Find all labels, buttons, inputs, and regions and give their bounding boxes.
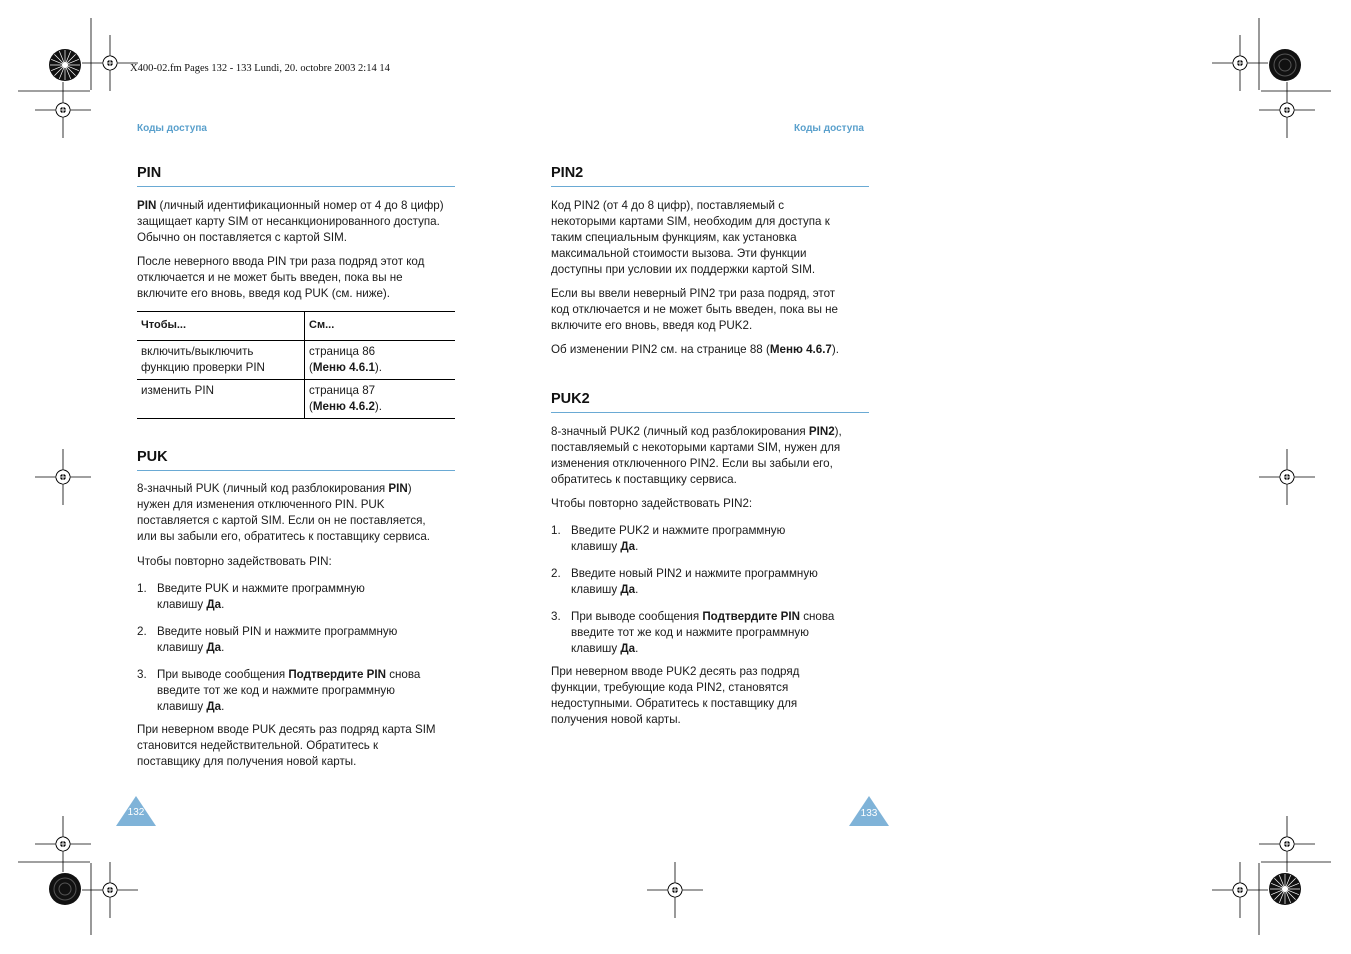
- section-rule: [551, 186, 869, 187]
- paragraph: Если вы ввели неверный PIN2 три раза подряд, этот код отключается и не может быть введен, пока вы не включите его вновь, введя код PUK2.: [551, 287, 838, 332]
- table-cell: страница 86 (Меню 4.6.1).: [309, 345, 382, 374]
- list-item: 2. Введите новый PIN и нажмите программную клавишу Да.: [137, 625, 398, 654]
- list-item: 1. Введите PUK2 и нажмите программную клавишу Да.: [551, 524, 786, 553]
- list-item: 3. При выводе сообщения Подтвердите PIN снова введите тот же код и нажмите программную клавишу Да.: [551, 610, 835, 655]
- table-cell: включить/выключить функцию проверки PIN: [137, 341, 305, 380]
- steps-list: [551, 523, 881, 657]
- running-header-left: Коды доступа: [137, 123, 207, 134]
- table-header-row: [137, 312, 455, 341]
- paragraph: PIN (личный идентификационный номер от 4 до 8 цифр) защищает карту SIM от несанкционированного доступа. Обычно он поставляется с картой SIM.: [137, 199, 444, 244]
- pin2-content: [551, 198, 881, 358]
- list-item: 2. Введите новый PIN2 и нажмите программную клавишу Да.: [551, 567, 818, 596]
- table-row: [137, 341, 455, 380]
- steps-list: [137, 581, 467, 715]
- pin-description: [137, 198, 467, 302]
- section-title-puk: PUK: [137, 449, 168, 465]
- section-rule: [551, 412, 869, 413]
- paragraph: 8-значный PUK2 (личный код разблокирования PIN2), поставляемый с некоторыми картами SIM, нужен для изменения отключенного PIN2. Если вы забыли его, обратитесь к поставщику сервиса.: [551, 425, 842, 486]
- paragraph: Чтобы повторно задействовать PIN2:: [551, 497, 753, 510]
- paragraph: При неверном вводе PUK2 десять раз подряд функции, требующие кода PIN2, становятся недоступными. Обратитесь к поставщику для получения новой карты.: [551, 665, 800, 726]
- page-number: 132: [127, 807, 145, 818]
- pin-reference-table: [137, 311, 455, 419]
- table-row: [137, 380, 455, 419]
- section-title-pin2: PIN2: [551, 165, 584, 181]
- paragraph: Код PIN2 (от 4 до 8 цифр), поставляемый с некоторыми картами SIM, необходим для доступа к таким специальным функциям, как установка максимальной стоимости вызова. Эти функции доступны при условии их поддержки картой SIM.: [551, 199, 830, 276]
- list-item: 1. Введите PUK и нажмите программную клавишу Да.: [137, 582, 365, 611]
- section-rule: [137, 186, 455, 187]
- paragraph: При неверном вводе PUK десять раз подряд карта SIM становится недействительной. Обратитесь к поставщику для получения новой карты.: [137, 723, 436, 768]
- paragraph: Об изменении PIN2 см. на странице 88 (Меню 4.6.7).: [551, 343, 839, 356]
- section-rule: [137, 470, 455, 471]
- file-info: X400-02.fm Pages 132 - 133 Lundi, 20. octobre 2003 2:14 14: [130, 63, 390, 74]
- table-header-cell: См...: [309, 319, 335, 331]
- paragraph: Чтобы повторно задействовать PIN:: [137, 555, 332, 568]
- table-cell: страница 87 (Меню 4.6.2).: [309, 384, 382, 413]
- paragraph: 8-значный PUK (личный код разблокирования PIN) нужен для изменения отключенного PIN. PUK поставляется с картой SIM. Если он не поставляется, или вы забыли его, обратитесь к поставщику сервиса.: [137, 482, 430, 543]
- running-header-right: Коды доступа: [794, 123, 864, 134]
- list-item: 3. При выводе сообщения Подтвердите PIN снова введите тот же код и нажмите программную клавишу Да.: [137, 668, 421, 713]
- page-number: 133: [860, 808, 878, 819]
- table-cell: изменить PIN: [137, 380, 305, 419]
- paragraph: После неверного ввода PIN три раза подряд этот код отключается и не может быть введен, пока вы не включите его вновь, введя код PUK (см. ниже).: [137, 255, 425, 300]
- section-title-pin: PIN: [137, 165, 162, 181]
- table-header-cell: Чтобы...: [137, 312, 305, 341]
- puk-content: [137, 481, 467, 770]
- section-title-puk2: PUK2: [551, 391, 590, 407]
- puk2-content: [551, 424, 881, 728]
